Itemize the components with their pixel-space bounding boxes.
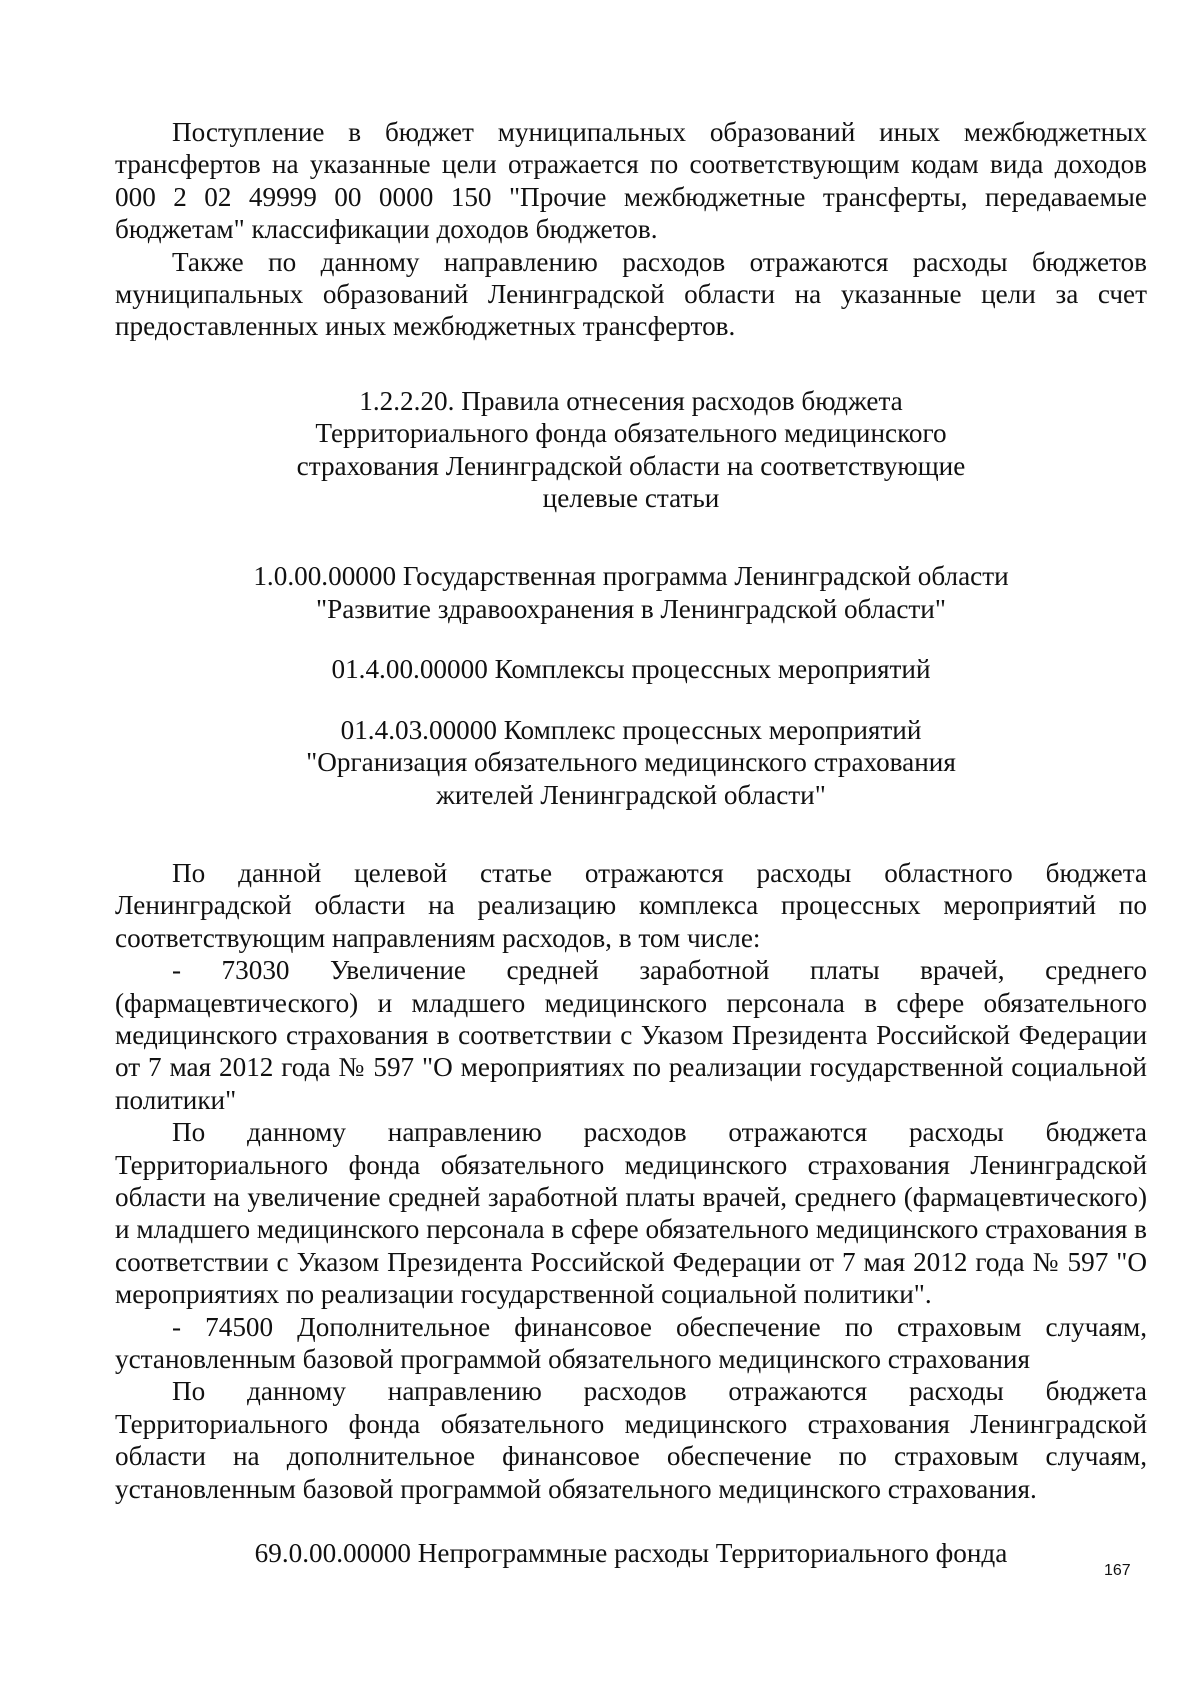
non-program-heading: 69.0.00.00000 Непрограммные расходы Территориального фонда xyxy=(254,1538,1008,1569)
section-heading-line: целевые статьи xyxy=(542,483,720,514)
document-page xyxy=(115,116,1147,1569)
page-number: 167 xyxy=(1104,1562,1131,1579)
section-heading-line: Территориального фонда обязательного медицинского xyxy=(315,418,947,449)
paragraph-municipal-expenses: Также по данному направлению расходов отражаются расходы бюджетов муниципальных образований Ленинградской области на указанные цели за счет предоставленных иных межбюджетных трансфертов. xyxy=(115,246,1147,342)
state-program-heading-line: "Развитие здравоохранения в Ленинградской области" xyxy=(316,593,946,624)
process-complex-heading xyxy=(115,714,1147,811)
paragraph-transfers-revenue: Поступление в бюджет муниципальных образований иных межбюджетных трансфертов на указанные цели отражается по соответствующим кодам вида доходов 000 2 02 49999 00 0000 150 "Прочие межбюджетные трансферты, передаваемые бюджетам" классификации доходов бюджетов. xyxy=(115,117,1147,245)
section-heading-line: 1.2.2.20. Правила отнесения расходов бюджета xyxy=(359,385,903,416)
paragraph-73030-description: По данному направлению расходов отражаются расходы бюджета Территориального фонда обязательного медицинского страхования Ленинградской области на увеличение средней заработной платы врачей, среднего (фармацевтического) и младшего медицинского персонала в сфере обязательного медицинского страхования в соответствии с Указом Президента Российской Федерации от 7 мая 2012 года № 597 "О мероприятиях по реализации государственной социальной политики". xyxy=(115,1117,1147,1310)
process-complex-heading-line: жителей Ленинградской области" xyxy=(436,779,826,810)
section-heading-line: страхования Ленинградской области на соответствующие xyxy=(296,450,966,481)
section-heading xyxy=(115,385,1147,515)
state-program-heading xyxy=(115,560,1147,625)
process-complex-heading-line: "Организация обязательного медицинского страхования xyxy=(306,747,956,778)
process-complex-heading-line: 01.4.03.00000 Комплекс процессных мероприятий xyxy=(340,714,922,745)
paragraph-target-article: По данной целевой статье отражаются расходы областного бюджета Ленинградской области на реализацию комплекса процессных мероприятий по соответствующим направлениям расходов, в том числе: xyxy=(115,857,1147,953)
process-complexes-heading: 01.4.00.00000 Комплексы процессных мероприятий xyxy=(331,654,931,685)
paragraph-item-74500: - 74500 Дополнительное финансовое обеспечение по страховым случаям, установленным базовой программой обязательного медицинского страхования xyxy=(115,1311,1147,1374)
paragraph-item-73030: - 73030 Увеличение средней заработной платы врачей, среднего (фармацевтического) и младшего медицинского персонала в сфере обязательного медицинского страхования в соответствии с Указом Президента Российской Федерации от 7 мая 2012 года № 597 "О мероприятиях по реализации государственной социальной политики" xyxy=(115,955,1147,1115)
state-program-heading-line: 1.0.00.00000 Государственная программа Ленинградской области xyxy=(253,561,1009,592)
paragraph-74500-description: По данному направлению расходов отражаются расходы бюджета Территориального фонда обязательного медицинского страхования Ленинградской области на дополнительное финансовое обеспечение по страховым случаям, установленным базовой программой обязательного медицинского страхования. xyxy=(115,1376,1147,1504)
